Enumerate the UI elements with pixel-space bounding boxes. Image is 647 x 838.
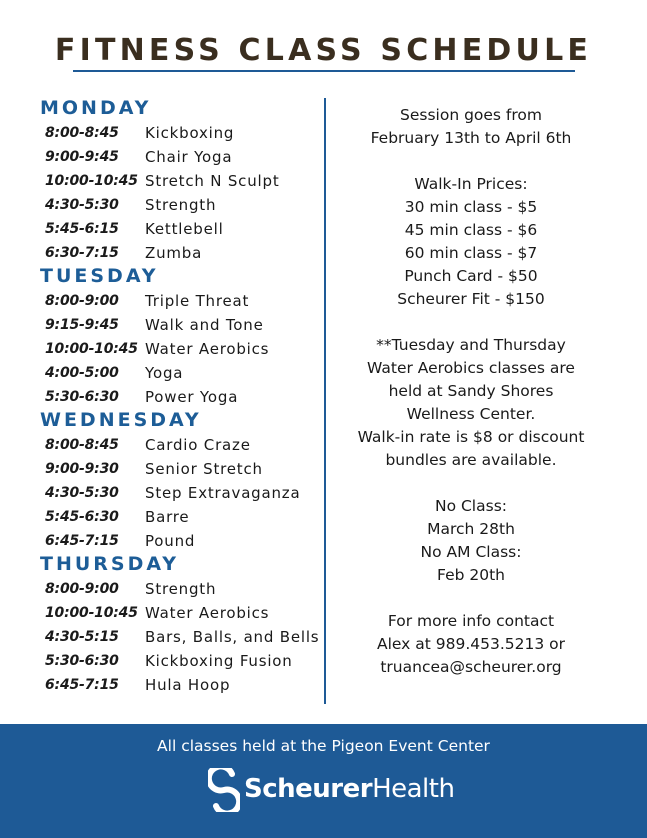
- class-row: [40, 337, 320, 361]
- class-name: Hula Hoop: [145, 676, 231, 694]
- class-name: Strength: [145, 580, 217, 598]
- class-row: [40, 625, 320, 649]
- contact-line: For more info contact: [387, 612, 555, 630]
- day-heading: TUESDAY: [40, 265, 159, 287]
- info-column: [330, 104, 612, 679]
- class-row: [40, 577, 320, 601]
- class-time: 10:00-10:45: [45, 341, 138, 357]
- price-line: Scheurer Fit - $150: [397, 290, 545, 308]
- class-name: Walk and Tone: [145, 316, 264, 334]
- class-row: [40, 361, 320, 385]
- class-name: Water Aerobics: [145, 604, 270, 622]
- class-time: 6:45-7:15: [45, 677, 119, 693]
- class-time: 6:30-7:15: [45, 245, 119, 261]
- note-line: **Tuesday and Thursday: [376, 336, 566, 354]
- class-row: [40, 505, 320, 529]
- class-time: 5:30-6:30: [45, 653, 119, 669]
- class-name: Pound: [145, 532, 196, 550]
- class-time: 8:00-9:00: [45, 293, 119, 309]
- class-name: Kickboxing: [145, 124, 235, 142]
- day-heading: THURSDAY: [40, 553, 180, 575]
- class-time: 8:00-8:45: [45, 125, 119, 141]
- class-time: 6:45-7:15: [45, 533, 119, 549]
- footer-location-text: All classes held at the Pigeon Event Center: [157, 737, 490, 755]
- class-row: [40, 433, 320, 457]
- day-heading: WEDNESDAY: [40, 409, 202, 431]
- note-line: Walk-in rate is $8 or discount: [357, 428, 585, 446]
- class-row: [40, 481, 320, 505]
- class-name: Zumba: [145, 244, 203, 262]
- class-name: Cardio Craze: [145, 436, 251, 454]
- class-time: 9:00-9:30: [45, 461, 119, 477]
- class-row: [40, 529, 320, 553]
- logo-text-bold: Scheurer: [244, 774, 373, 804]
- class-name: Strength: [145, 196, 217, 214]
- class-time: 8:00-9:00: [45, 581, 119, 597]
- title-underline: [73, 70, 575, 72]
- class-time: 10:00-10:45: [45, 605, 138, 621]
- spacer: [330, 311, 612, 334]
- class-name: Power Yoga: [145, 388, 239, 406]
- day-heading: MONDAY: [40, 97, 152, 119]
- price-line: 45 min class - $6: [404, 221, 538, 239]
- spacer: [330, 472, 612, 495]
- scheurer-health-logo: [208, 768, 455, 818]
- class-row: [40, 169, 320, 193]
- logo-wordmark: [244, 774, 454, 804]
- prices-heading: Walk-In Prices:: [414, 175, 528, 193]
- class-name: Barre: [145, 508, 190, 526]
- class-time: 4:30-5:30: [45, 197, 119, 213]
- day-thursday: [40, 552, 320, 697]
- class-time: 4:00-5:00: [45, 365, 119, 381]
- class-time: 5:45-6:30: [45, 509, 119, 525]
- footer-banner: [0, 724, 647, 838]
- class-name: Kettlebell: [145, 220, 224, 238]
- class-name: Stretch N Sculpt: [145, 172, 280, 190]
- class-row: [40, 217, 320, 241]
- class-time: 5:45-6:15: [45, 221, 119, 237]
- class-name: Kickboxing Fusion: [145, 652, 293, 670]
- class-name: Yoga: [145, 364, 184, 382]
- class-name: Bars, Balls, and Bells: [145, 628, 320, 646]
- day-wednesday: [40, 408, 320, 553]
- class-row: [40, 457, 320, 481]
- class-time: 4:30-5:30: [45, 485, 119, 501]
- class-row: [40, 673, 320, 697]
- note-line: Wellness Center.: [406, 405, 536, 423]
- contact-line: Alex at 989.453.5213 or: [376, 635, 566, 653]
- class-row: [40, 385, 320, 409]
- class-time: 10:00-10:45: [45, 173, 138, 189]
- price-line: 60 min class - $7: [404, 244, 538, 262]
- class-name: Triple Threat: [145, 292, 250, 310]
- class-row: [40, 145, 320, 169]
- note-line: bundles are available.: [385, 451, 557, 469]
- no-class-line: Feb 20th: [437, 566, 505, 584]
- class-row: [40, 121, 320, 145]
- session-line: Session goes from: [400, 106, 542, 124]
- schedule-column: [40, 97, 320, 697]
- class-row: [40, 241, 320, 265]
- contact-email: truancea@scheurer.org: [380, 658, 562, 676]
- session-line: February 13th to April 6th: [370, 129, 572, 147]
- class-name: Chair Yoga: [145, 148, 233, 166]
- class-time: 4:30-5:15: [45, 629, 119, 645]
- scheurer-s-icon: [208, 768, 240, 812]
- logo-text-light: Health: [372, 774, 455, 804]
- class-time: 8:00-8:45: [45, 437, 119, 453]
- class-name: Senior Stretch: [145, 460, 263, 478]
- class-row: [40, 289, 320, 313]
- class-name: Step Extravaganza: [145, 484, 301, 502]
- note-line: held at Sandy Shores: [388, 382, 554, 400]
- class-time: 5:30-6:30: [45, 389, 119, 405]
- day-monday: [40, 96, 320, 265]
- page-title: FITNESS CLASS SCHEDULE: [54, 33, 593, 68]
- price-line: Punch Card - $50: [404, 267, 538, 285]
- class-time: 9:00-9:45: [45, 149, 119, 165]
- spacer: [330, 587, 612, 610]
- class-row: [40, 649, 320, 673]
- class-time: 9:15-9:45: [45, 317, 119, 333]
- spacer: [330, 150, 612, 173]
- no-class-line: No Class:: [434, 497, 507, 515]
- column-divider: [324, 98, 326, 704]
- no-class-line: No AM Class:: [420, 543, 522, 561]
- class-name: Water Aerobics: [145, 340, 270, 358]
- price-line: 30 min class - $5: [404, 198, 538, 216]
- day-tuesday: [40, 264, 320, 409]
- class-row: [40, 601, 320, 625]
- no-class-line: March 28th: [427, 520, 515, 538]
- note-line: Water Aerobics classes are: [367, 359, 575, 377]
- class-row: [40, 193, 320, 217]
- class-row: [40, 313, 320, 337]
